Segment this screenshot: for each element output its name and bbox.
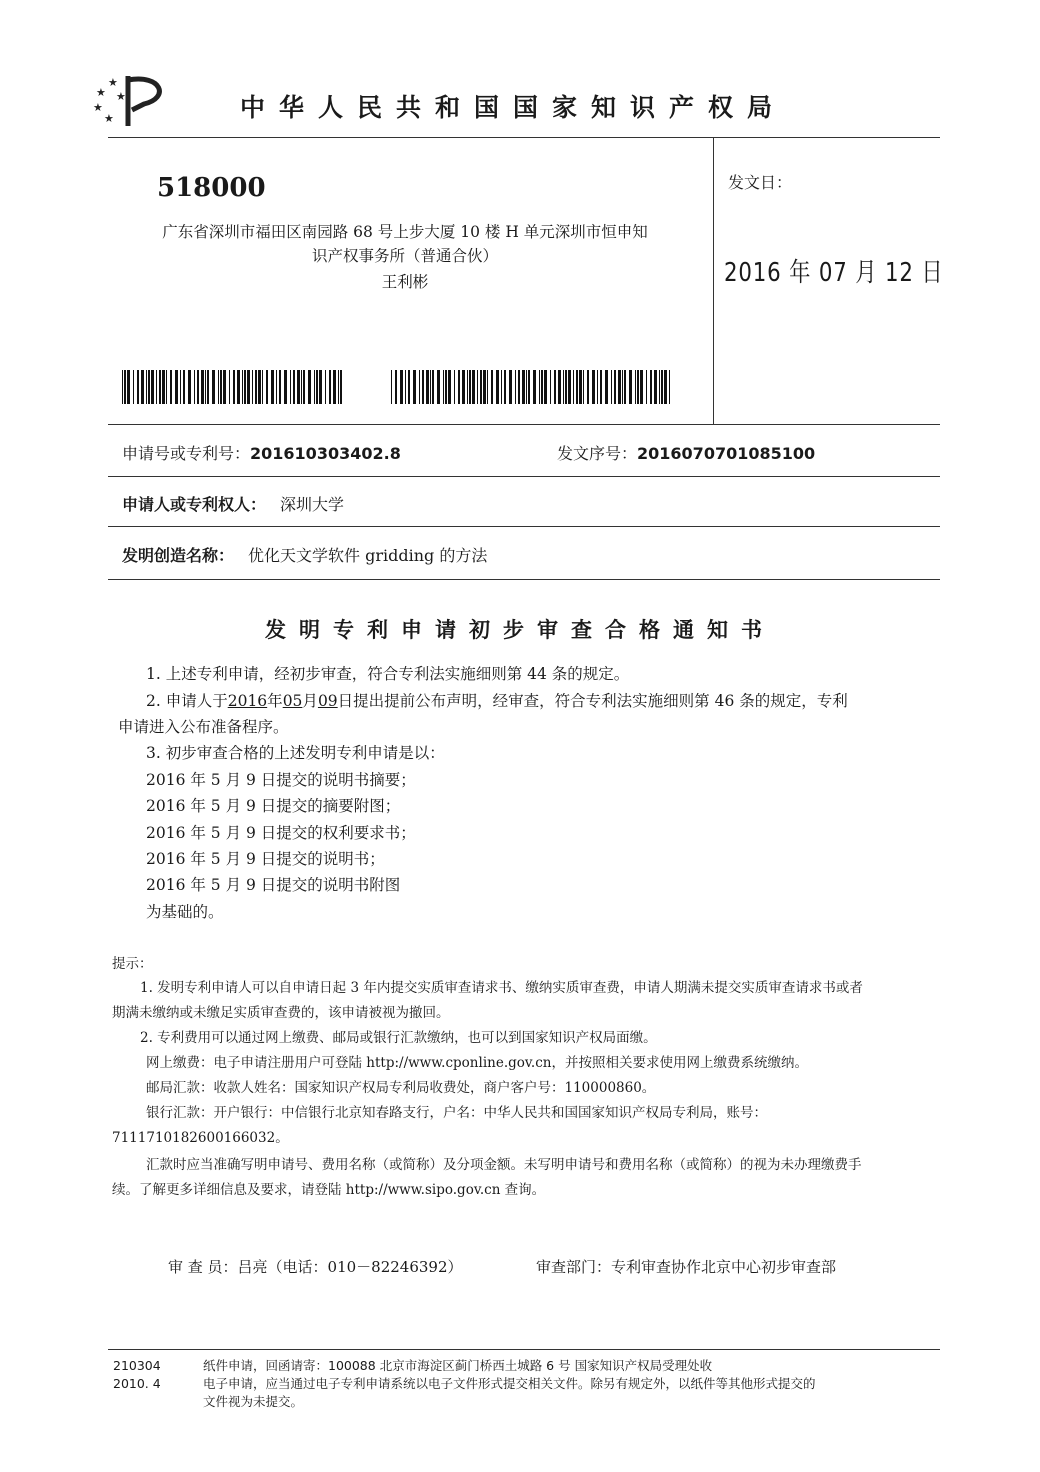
footer-rule [108,1349,940,1350]
office-name: 中华人民共和国国家知识产权局 [240,93,787,122]
barcode-bar [592,370,595,404]
barcode-bar [467,370,468,404]
barcode-bar [237,370,240,404]
barcode-bar [646,370,647,404]
barcode-bar [252,370,253,404]
barcode-bar [197,370,199,404]
p2-month: 05 [282,692,303,710]
barcode-bar [166,370,167,404]
barcode-bar [422,370,424,404]
p2-prefix: 2. 申请人于 [146,692,228,710]
application-number-label: 申请号或专利号： [122,444,251,463]
barcode-bar [550,370,551,404]
barcode-bar [405,370,406,404]
p2-month-unit: 月 [302,692,318,710]
barcode-bar [605,370,608,404]
barcode-bar [308,370,311,404]
barcode-bar [554,370,556,404]
hint-bank-line-1: 银行汇款：开户银行：中信银行北京知春路支行，户名：中华人民共和国国家知识产权局专利局，账号： [146,1105,767,1121]
hint-bank-line-2: 7111710182600166032。 [112,1130,289,1146]
barcode-bar [558,370,561,404]
barcode-bar [400,370,403,404]
barcode-bar [659,370,660,404]
hint-1-line-2: 期满未缴纳或未缴足实质审查费的，该申请被视为撤回。 [112,1005,450,1021]
barcode-bar [491,370,493,404]
barcode-bar [133,370,134,404]
barcode-bar [611,370,612,404]
barcode-bar [258,370,261,404]
notice-paragraph-3: 3. 初步审查合格的上述发明专利申请是以： [146,744,445,762]
barcode-bar [146,370,147,404]
barcode-bar [522,370,525,404]
barcode-bar [229,370,230,404]
invention-title-value: 优化天文学软件 gridding 的方法 [248,546,488,565]
applicant-value: 深圳大学 [280,495,345,514]
hint-online-payment: 网上缴费：电子申请注册用户可登陆 http://www.cponline.gov.cn，并按照相关要求使用网上缴费系统缴纳。 [146,1055,808,1071]
p2-year: 2016 [227,692,268,710]
barcode-bar [325,370,326,404]
barcode-bar [462,370,465,404]
barcode-bar [501,370,502,404]
barcode-bar [568,370,571,404]
barcode-bar [487,370,488,404]
barcode-bar [290,370,291,404]
svg-text:★: ★ [108,76,118,89]
barcode-bar [469,370,471,404]
barcode-bar [413,370,416,404]
barcode-bar [496,370,499,404]
p2-day: 09 [317,692,338,710]
hint-2: 2. 专利费用可以通过网上缴费、邮局或银行汇款缴纳，也可以到国家知识产权局面缴。 [140,1030,657,1046]
footer-code-1: 210304 [113,1358,161,1373]
notice-paragraph-1: 1. 上述专利申请，经初步审查，符合专利法实施细则第 44 条的规定。 [146,665,630,683]
barcode-bar [573,370,574,404]
barcode-bar [137,370,139,404]
svg-text:★: ★ [93,101,103,114]
rule-1 [108,424,940,425]
issue-date-value: 2016 年 07 月 12 日 [724,258,944,288]
notice-paragraph-2 [146,688,848,715]
svg-text:★: ★ [116,90,126,103]
barcode-bar [528,370,530,404]
barcode-bar [579,370,582,404]
barcode-bar [395,370,397,404]
barcode-bar [159,370,161,404]
barcode-right [391,370,673,404]
barcode-bar [233,370,235,404]
barcode-bar [515,370,516,404]
barcode-bar [162,370,165,404]
barcode-bar [201,370,204,404]
examining-department: 审查部门：专利审查协作北京中心初步审查部 [536,1258,837,1276]
hint-remit-line-1: 汇款时应当准确写明申请号、费用名称（或简称）及分项金额。未写明申请号和费用名称（或简称）的视为未办理缴费手 [146,1157,862,1173]
barcode-bar [293,370,295,404]
barcode-bar [454,370,455,404]
document-number-value: 2016070701085100 [637,444,816,463]
barcode-bar [518,370,520,404]
barcode-bar [472,370,475,404]
barcode-bar [637,370,639,404]
barcode-bar [483,370,486,404]
invention-title-field [122,543,487,566]
barcode-bar [301,370,302,404]
barcode-bar [180,370,181,404]
p2-suffix: 日提出提前公布声明，经审查，符合专利法实施细则第 46 条的规定，专利 [337,692,848,710]
barcode-bar [220,370,222,404]
barcode-bar [432,370,434,404]
barcode-bar [597,370,598,404]
barcode-bar [458,370,460,404]
barcode-bar [183,370,185,404]
barcode-bar [504,370,506,404]
applicant-field [122,492,344,515]
barcode-bar [297,370,300,404]
barcode-bar [340,370,342,404]
footer-line-1: 纸件申请，回函请寄：100088 北京市海淀区蓟门桥西土城路 6 号 国家知识产权局受理处收 [203,1358,713,1373]
barcode-bar [587,370,589,404]
barcode-bar [151,370,154,404]
footer-code-2: 2010. 4 [113,1376,161,1391]
barcode-bar [148,370,150,404]
barcode-bar [271,370,274,404]
barcode-bar [624,370,626,404]
application-number-field [122,441,401,464]
barcode-bar [244,370,246,404]
hint-1-line-1: 1. 发明专利申请人可以自申请日起 3 年内提交实质审查请求书、缴纳实质审查费，申请人期满未提交实质审查请求书或者 [140,980,863,996]
barcode-bar [242,370,243,404]
barcode-bar [618,370,621,404]
barcode-bar [669,370,670,404]
examiner-info: 审 查 员：吕亮（电话：010－82246392） [168,1258,463,1276]
barcode-bar [255,370,257,404]
rule-3 [108,526,940,527]
barcode-bar [563,370,564,404]
barcode-bar [629,370,632,404]
barcode-bar [576,370,578,404]
footer-line-2: 电子申请，应当通过电子专利申请系统以电子文件形式提交相关文件。除另有规定外，以纸件等其他形式提交的 [203,1376,816,1391]
barcode-bar [583,370,584,404]
barcode-bar [212,370,215,404]
barcode-bar [175,370,178,404]
barcode-bar [526,370,527,404]
barcode-bar [319,370,322,404]
barcode-bar [124,370,126,404]
barcode-left [122,370,344,404]
barcode-bar [194,370,195,404]
notice-paragraph-2-cont: 申请进入公布准备程序。 [118,718,289,736]
barcode-bar [448,370,451,404]
barcode-bar [207,370,209,404]
barcode-bar [437,370,440,404]
document-item-1: 2016 年 5 月 9 日提交的说明书摘要； [146,771,416,789]
document-item-5: 2016 年 5 月 9 日提交的说明书附图 [146,876,401,894]
svg-text:★: ★ [104,112,114,125]
applicant-label: 申请人或专利权人： [122,495,267,514]
sipo-logo-icon [92,70,172,130]
barcode-bar [262,370,263,404]
barcode-bar [338,370,339,404]
document-item-2: 2016 年 5 月 9 日提交的摘要附图； [146,797,401,815]
barcode-bar [544,370,547,404]
rule-2 [108,476,940,477]
barcode-bar [391,370,392,404]
postcode: 518000 [157,173,266,203]
document-item-3: 2016 年 5 月 9 日提交的权利要求书； [146,824,416,842]
barcode-bar [635,370,636,404]
barcode-bar [600,370,602,404]
barcode-bar [218,370,219,404]
p2-year-unit: 年 [267,692,283,710]
rule-4 [108,579,940,580]
barcode-bar [205,370,206,404]
barcode-bar [565,370,567,404]
barcode-bar [284,370,287,404]
barcode-bar [141,370,144,404]
barcode-bar [223,370,226,404]
recipient-name: 王利彬 [381,273,429,291]
footer-line-3: 文件视为未提交。 [203,1394,304,1409]
barcode-bar [408,370,410,404]
barcode-bar [279,370,281,404]
notice-title: 发明专利申请初步审查合格通知书 [265,618,775,642]
address-line-2: 识产权事务所（普通合伙） [311,247,498,265]
barcode-bar [303,370,305,404]
document-number-label: 发文序号： [557,444,638,463]
barcode-bar [156,370,157,404]
barcode-bar [539,370,540,404]
barcode-bar [509,370,512,404]
hint-post-remittance: 邮局汇款：收款人姓名：国家知识产权局专利局收费处，商户客户号：110000860。 [146,1080,656,1096]
barcode-bar [443,370,444,404]
barcode-bar [188,370,191,404]
barcode-bar [650,370,652,404]
barcode-bar [445,370,447,404]
hint-remit-line-2: 续。了解更多详细信息及要求，请登陆 http://www.sipo.gov.cn 查询。 [112,1182,546,1198]
date-column-divider [713,138,714,424]
svg-text:★: ★ [96,86,106,99]
barcode-bar [661,370,663,404]
top-rule [108,137,940,138]
barcode-bar [614,370,616,404]
barcode-bar [622,370,623,404]
barcode-bar [276,370,277,404]
barcode-bar [266,370,268,404]
address-line-1: 广东省深圳市福田区南园路 68 号上步大厦 10 楼 H 单元深圳市恒申知 [162,223,648,241]
notice-closing: 为基础的。 [146,903,224,921]
barcode-bar [419,370,420,404]
barcode-bar [477,370,478,404]
barcode-bar [640,370,643,404]
barcode-bar [329,370,331,404]
document-item-4: 2016 年 5 月 9 日提交的说明书； [146,850,385,868]
barcode-bar [430,370,431,404]
issue-date-label: 发文日： [728,173,793,192]
invention-title-label: 发明创造名称： [122,546,235,565]
barcode-bar [426,370,429,404]
barcode-bar [654,370,657,404]
barcode-bar [533,370,536,404]
barcode-bar [127,370,130,404]
hints-label: 提示： [112,956,153,972]
barcode-bar [314,370,315,404]
document-number-field [557,441,815,464]
barcode-bar [247,370,250,404]
barcode-bar [333,370,336,404]
barcode-bar [480,370,482,404]
barcode-bar [170,370,172,404]
barcode-bar [316,370,318,404]
application-number-value: 201610303402.8 [250,444,401,463]
barcode-bar [541,370,543,404]
barcode-bar [122,370,123,404]
barcode-bar [664,370,667,404]
